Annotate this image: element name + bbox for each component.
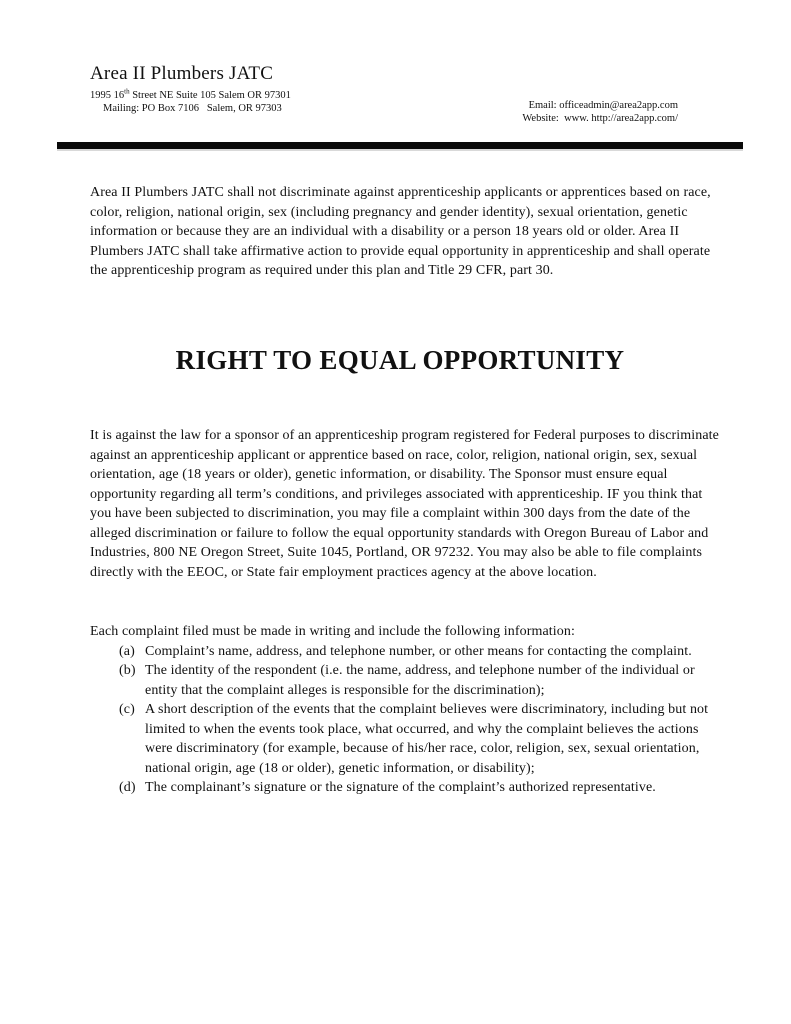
list-item — [90, 700, 721, 778]
website-line: Website: www. http://area2app.com/ — [522, 113, 678, 124]
street-address — [90, 89, 291, 102]
list-item-text: The identity of the respondent (i.e. the name, address, and telephone number of the individual or entity that the complaint alleges is responsible for the discrimination); — [145, 663, 695, 698]
complaint-intro: Each complaint filed must be made in writing and include the following information: — [90, 624, 575, 639]
equal-opportunity-paragraph: It is against the law for a sponsor of an apprenticeship program registered for Federal purposes to discriminate against an apprenticeship applicant or apprentice based on race, color, religion, national origin, sex, sexual orientation, age (18 years or older), genetic information, or disability. The Sponsor must ensure equal opportunity regarding all term’s conditions, and privileges associated with apprenticeship. IF you think that you have been subjected to discrimination, you may file a complaint within 300 days from the date of the alleged discrimination or failure to follow the equal opportunity standards with Oregon Bureau of Labor and Industries, 800 NE Oregon Street, Suite 1045, Portland, OR 97232. You may also be able to file complaints directly with the EEOC, or State fair employment practices agency at the above location. — [90, 428, 719, 580]
letterhead — [90, 62, 291, 115]
list-item-text: Complaint’s name, address, and telephone number, or other means for contacting the complaint. — [145, 643, 692, 659]
mailing-address: Mailing: PO Box 7106 Salem, OR 97303 — [103, 103, 282, 114]
list-item — [90, 642, 721, 662]
company-name: Area II Plumbers JATC — [90, 63, 274, 84]
complaint-list — [90, 642, 721, 798]
list-item-label: (d) — [119, 780, 136, 795]
list-item — [90, 661, 721, 700]
list-item-label: (b) — [119, 663, 136, 678]
header-divider-rule — [57, 142, 743, 151]
nondiscrimination-paragraph: Area II Plumbers JATC shall not discriminate against apprenticeship applicants or apprentices based on race, color, religion, national origin, sex (including pregnancy and gender identity), sexual orientation, genetic information or because they are an individual with a disability or a person 18 years old or older. Area II Plumbers JATC shall take affirmative action to provide equal opportunity in apprenticeship and shall operate the apprenticeship program as required under this plan and Title 29 CFR, part 30. — [90, 185, 711, 278]
contact-block — [522, 99, 678, 125]
street-address-pre: 1995 16 — [90, 90, 125, 101]
page-title: RIGHT TO EQUAL OPPORTUNITY — [175, 345, 625, 375]
street-address-post: Street NE Suite 105 Salem OR 97301 — [129, 90, 291, 101]
list-item-text: A short description of the events that the complaint believes were discriminatory, including but not limited to when the events took place, what occurred, and why the complaint believes the actions were discriminatory (for example, because of his/her race, color, religion, sex, sexual orientation, national origin, age (18 or older), genetic information, or disability); — [145, 702, 709, 776]
email-line: Email: officeadmin@area2app.com — [528, 100, 678, 111]
complaint-section — [90, 622, 721, 798]
list-item-text: The complainant’s signature or the signature of the complaint’s authorized representative. — [145, 780, 656, 795]
street-address-ordinal: th — [124, 87, 130, 96]
list-item — [90, 778, 721, 798]
list-item-label: (c) — [119, 702, 135, 717]
list-item-label: (a) — [119, 643, 135, 659]
